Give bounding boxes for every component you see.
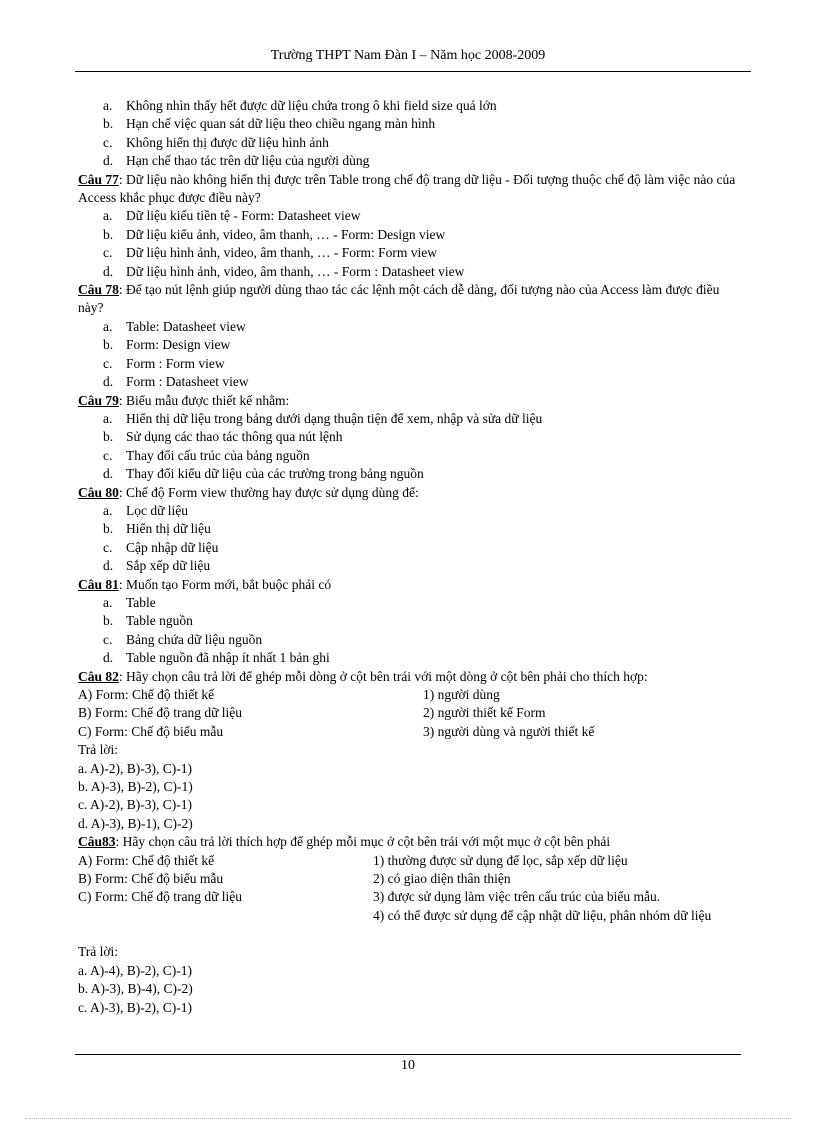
option-text: Hạn chế việc quan sát dữ liệu theo chiều ngang màn hình <box>126 116 436 132</box>
option-label: c. <box>103 245 113 261</box>
question-stem <box>78 668 738 686</box>
option <box>78 318 738 336</box>
matching-row <box>78 907 738 925</box>
option <box>78 263 738 281</box>
option <box>78 152 738 170</box>
matching-left: C) Form: Chế độ biểu mẫu <box>78 723 224 739</box>
question-82 <box>78 668 738 834</box>
option-label: d. <box>103 153 114 169</box>
option-text: Lọc dữ liệu <box>126 502 189 518</box>
option-label: b. <box>103 116 114 132</box>
option-text: Table: Datasheet view <box>126 318 246 334</box>
question-number: Câu 80 <box>78 484 119 500</box>
option-label: a. <box>103 208 113 224</box>
option-text: Form: Design view <box>126 337 231 353</box>
option <box>78 594 738 612</box>
question-number: Câu 82 <box>78 668 119 684</box>
question-text: : Biểu mẫu được thiết kế nhằm: <box>118 392 290 408</box>
page-bottom-border <box>25 1118 791 1119</box>
option-text: Không nhìn thấy hết được dữ liệu chứa trong ô khi field size quá lớn <box>126 98 497 113</box>
option <box>78 410 738 428</box>
option-label: a. <box>103 410 113 426</box>
option <box>78 557 738 575</box>
question-number: Câu83 <box>78 834 116 850</box>
option-text: Hạn chế thao tác trên dữ liệu của người dùng <box>126 153 370 169</box>
option-label: d. <box>103 650 114 666</box>
option-label: c. <box>103 447 113 463</box>
option <box>78 428 738 446</box>
matching-right: 4) có thể được sử dụng để cập nhật dữ liệu, phân nhóm dữ liệu <box>373 907 712 923</box>
option-text: Thay đổi kiểu dữ liệu của các trường trong bảng nguồn <box>126 466 424 482</box>
matching-left: A) Form: Chế độ thiết kế <box>78 852 215 868</box>
matching-left: A) Form: Chế độ thiết kế <box>78 687 215 702</box>
matching-left: B) Form: Chế độ trang dữ liệu <box>78 705 243 721</box>
option-text: Thay đổi cấu trúc của bảng nguồn <box>126 447 310 463</box>
question-number: Câu 79 <box>78 392 119 408</box>
option <box>78 207 738 225</box>
question-78 <box>78 281 738 391</box>
option-text: Dữ liệu hình ảnh, video, âm thanh, … - Form: Form view <box>126 245 438 261</box>
matching-row <box>78 852 738 870</box>
option-text: Form : Datasheet view <box>126 374 249 390</box>
option <box>78 373 738 391</box>
answer-option: c. A)-2), B)-3), C)-1) <box>78 797 192 813</box>
question-stem <box>78 171 738 208</box>
answer-option: b. A)-3), B)-2), C)-1) <box>78 779 193 795</box>
option-label: c. <box>103 539 113 555</box>
option-label: b. <box>103 337 114 353</box>
answer-option: b. A)-3), B)-4), C)-2) <box>78 981 193 997</box>
option-label: b. <box>103 226 114 242</box>
option-label: d. <box>103 558 114 574</box>
matching-row <box>78 686 738 704</box>
option <box>78 520 738 538</box>
option <box>78 465 738 483</box>
option <box>78 355 738 373</box>
matching-right: 2) có giao diện thân thiện <box>373 871 511 887</box>
option-text: Dữ liệu hình ảnh, video, âm thanh, … - Form : Datasheet view <box>126 263 465 279</box>
matching-row <box>78 870 738 888</box>
spacer <box>78 925 738 943</box>
answer-option: d. A)-3), B)-1), C)-2) <box>78 815 193 831</box>
option-text: Table <box>126 594 156 610</box>
question-stem <box>78 576 738 594</box>
matching-right: 1) người dùng <box>423 687 500 702</box>
option-label: b. <box>103 521 114 537</box>
option-text: Không hiển thị được dữ liệu hình ảnh <box>126 134 329 150</box>
question-stem <box>78 281 738 318</box>
answer-option: a. A)-4), B)-2), C)-1) <box>78 962 192 978</box>
option-text: Sắp xếp dữ liệu <box>126 558 211 574</box>
option-text: Hiển thị dữ liệu <box>126 521 211 537</box>
question-77 <box>78 171 738 281</box>
answer-option: a. A)-2), B)-3), C)-1) <box>78 760 192 776</box>
option <box>78 502 738 520</box>
q76-options <box>78 97 738 171</box>
question-text: : Chế độ Form view thường hay được sử dụng dùng để: <box>118 484 419 500</box>
option-label: a. <box>103 318 113 334</box>
option-label: c. <box>103 355 113 371</box>
question-stem <box>78 392 738 410</box>
option <box>78 244 738 262</box>
option-label: a. <box>103 502 113 518</box>
question-stem <box>78 833 738 851</box>
option-text: Form : Form view <box>126 355 225 371</box>
matching-row <box>78 704 738 722</box>
option-text: Table nguồn <box>126 613 193 629</box>
question-text: : Để tạo nút lệnh giúp người dùng thao tác các lệnh một cách dễ dàng, đối tượng nào của Access làm được điều này? <box>78 282 720 316</box>
option-text: Dữ liệu kiểu ảnh, video, âm thanh, … - Form: Design view <box>126 226 446 242</box>
matching-left: C) Form: Chế độ trang dữ liệu <box>78 889 243 905</box>
answer-label: Trả lời: <box>78 742 119 758</box>
option <box>78 115 738 133</box>
question-81 <box>78 576 738 668</box>
page-header: Trường THPT Nam Đàn I – Năm học 2008-2009 <box>270 48 546 63</box>
option-label: a. <box>103 98 113 113</box>
option <box>78 336 738 354</box>
answer-label: Trả lời: <box>78 944 119 960</box>
option <box>78 134 738 152</box>
option <box>78 612 738 630</box>
matching-right: 2) người thiết kế Form <box>423 705 546 721</box>
footer-rule <box>75 1054 741 1055</box>
matching-right: 1) thường được sử dụng để lọc, sắp xếp dữ liệu <box>373 852 628 868</box>
page-number: 10 <box>401 1058 415 1073</box>
answer-option: c. A)-3), B)-2), C)-1) <box>78 999 192 1015</box>
option <box>78 539 738 557</box>
option <box>78 649 738 667</box>
question-83 <box>78 833 738 1017</box>
question-text: : Dữ liệu nào không hiển thị được trên Table trong chế độ trang dữ liệu - Đối tượng thuộc chế độ làm việc nào của Access khắc phục được điều này? <box>78 171 736 206</box>
option-text: Bảng chứa dữ liệu nguồn <box>126 631 263 647</box>
option-text: Dữ liệu kiểu tiền tệ - Form: Datasheet view <box>126 208 361 224</box>
question-79 <box>78 392 738 484</box>
question-text: : Hãy chọn câu trả lời để ghép mỗi dòng ở cột bên trái với một dòng ở cột bên phải cho thích hợp: <box>118 668 648 684</box>
matching-row <box>78 723 738 741</box>
question-80 <box>78 484 738 576</box>
option-text: Hiển thị dữ liệu trong bảng dưới dạng thuận tiện để xem, nhập và sửa dữ liệu <box>126 410 543 426</box>
option-label: b. <box>103 429 114 445</box>
matching-right: 3) được sử dụng làm việc trên cấu trúc của biểu mẫu. <box>373 889 661 905</box>
option <box>78 97 738 115</box>
question-number: Câu 78 <box>78 282 119 298</box>
question-number: Câu 77 <box>78 171 119 187</box>
matching-left: B) Form: Chế độ biểu mẫu <box>78 871 224 887</box>
header-rule <box>75 71 751 72</box>
matching-right: 3) người dùng và người thiết kế <box>423 723 595 739</box>
option-label: c. <box>103 134 113 150</box>
option-label: b. <box>103 613 114 629</box>
document-body <box>78 97 738 1017</box>
option-label: a. <box>103 594 113 610</box>
option-label: c. <box>103 631 113 647</box>
option <box>78 447 738 465</box>
option <box>78 226 738 244</box>
option-label: d. <box>103 466 114 482</box>
matching-row <box>78 888 738 906</box>
option-label: d. <box>103 374 114 390</box>
matching-left <box>78 907 373 925</box>
option <box>78 631 738 649</box>
question-stem <box>78 484 738 502</box>
option-text: Sử dụng các thao tác thông qua nút lệnh <box>126 429 343 445</box>
option-label: d. <box>103 263 114 279</box>
question-text: : Muốn tạo Form mới, bắt buộc phải có <box>118 576 332 592</box>
option-text: Table nguồn đã nhập ít nhất 1 bản ghi <box>126 650 330 666</box>
option-text: Cập nhập dữ liệu <box>126 539 219 555</box>
question-number: Câu 81 <box>78 576 119 592</box>
question-text: : Hãy chọn câu trả lời thích hợp để ghép mỗi mục ở cột bên trái với một mục ở cột bên phải <box>115 834 611 850</box>
